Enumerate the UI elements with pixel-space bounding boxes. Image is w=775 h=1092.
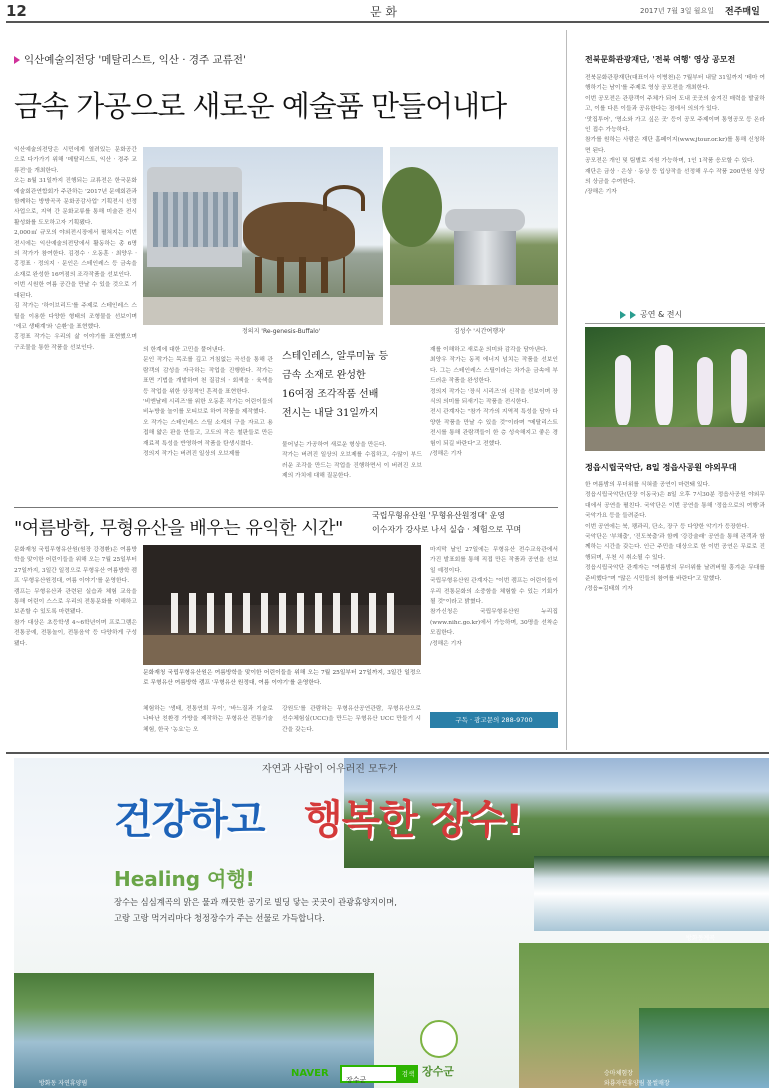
ad-sled-photo — [639, 1008, 769, 1088]
stage-boards — [143, 635, 421, 665]
ad-logo-icon — [420, 1020, 458, 1058]
ad-top-rule — [6, 752, 769, 754]
ground-2 — [390, 285, 558, 325]
buffalo-horn — [323, 185, 365, 211]
section-rule — [585, 323, 765, 324]
triangle-icon-b — [630, 311, 636, 319]
performer-group — [171, 593, 401, 633]
subscription-box: 구독 · 광고문의 288-9700 — [430, 712, 558, 728]
ad-healing: Healing 여행! — [114, 867, 255, 891]
main-col4: 재를 이해하고 새로운 의미와 감각을 담아낸다. 최양우 작가는 동적 에너지 넘치는 작품을 선보인다. 그는 스테인레스 스틸이라는 차가운 금속에 부드러운 작품을 완성한다. 정의지 작가는 '장식 시리즈'의 신작을 선보이며 장식의 의미를 되새기는 작품을 전시한다. 전시 관계자는 "참가 작가의 지역적 특성을 담아 다양한 작품을 만날 수 있을 것"이라며 "메탈리스트 전시를 통해 관람객들이 한 층 성숙해지고 좋은 경험이 되길 바란다"고 전했다. /정해은 기자 — [430, 347, 558, 458]
caption-1: 정의지 'Re-genesis-Buffalo' — [242, 328, 321, 335]
building-facade — [153, 192, 238, 247]
photo-camp-caption: 문화재청 국립무형유산원은 여름방학을 맞이한 어린이들을 위해 오는 7월 25일부터 27일까지, 3일간 일정으로 무형유산 여름방학 캠프 '무형유산 원정대, 여름 이야기'를 운영한다. — [143, 670, 421, 687]
ad-headline-a: 건강하고 — [114, 797, 265, 843]
second-col4: 마지막 날인 27일에는 무형유산 전수교육관에서 가진 발표회를 통해 직접 만든 작품과 공연을 선보일 예정이다. 국립무형유산원 관계자는 "이번 캠프는 어린이들이 우리 전통문화의 소중함을 체험할 수 있는 기회가 될 것"이라고 밝혔다. 참가신청은 국립무형유산원 누리집(www.nihc.go.kr)에서 가능하며, 30명을 선착순 모집한다. /정해은 기자 — [430, 547, 558, 647]
ad-photo-label-2: 승마체험장 — [604, 1070, 633, 1077]
ad-search-term: 장수군 — [346, 1076, 367, 1084]
ad-desc-2: 고랑 고랑 먹거리마다 청정장수가 주는 선물로 가득합니다. — [114, 913, 325, 923]
ground — [143, 297, 383, 325]
stage-floor — [585, 427, 765, 451]
main-col1: 익산예술의전당은 시민에게 열려있는 문화공간으로 다가가기 위해 '메탈리스트, 익산 · 경주 교류전'을 개최한다. 오는 8월 31일까지 진행되는 교류전은 한국문화예술회관연합회가 주관하는 '2017년 문예회관과 함께하는 방방곡곡 문화공감사업' 기획전시 선정사업으로, 지역 간 문화교류를 통해 미술관 전시 활성화를 도모하고자 기획됐다. 2,000㎡ 규모의 야외전시장에서 펼쳐지는 이번 전시에는 익산예술의전당에서 활동하는 총 6명의 작가가 참여한다. 김경수 · 오동훈 · 최양우 · 홍정표 · 정의지 · 문인은 스테인레스 등 금속을 소재로 완성한 16여점의 조각작품을 선보인다. 이번 시원한 여름 공간을 만날 수 있을 것으로 기대된다. 김 작가는 '하이브리드'를 주제로 스테인레스 스틸을 이용한 다양한 형태의 조형물을 선보이며 '에코 생태계'와 '순환'을 표현했다. 홍정표 작가는 우리의 삶 이야기를 표현했으며 구조물을 통한 작품을 선보인다. — [14, 147, 137, 351]
second-col1: 문화재청 국립무형유산원(원장 강경환)은 여름방학을 맞이한 어린이들을 위해 오는 7월 25일부터 27일까지, 3일간 일정으로 무형유산 여름방학 캠프 '무형유산원정대, 여름 이야기'를 운영한다. 캠프는 무형유산과 관련된 실습과 체험 교육을 통해 어린이 스스로 우리의 전통문화를 이해하고 보존할 수 있도록 마련됐다. 참가 대상은 초등학생 4~6학년이며 프로그램은 전통공예, 전통놀이, 전통음악 등 다양하게 구성됐다. — [14, 547, 137, 647]
tree-shape — [382, 167, 442, 247]
section-label-performance — [620, 309, 682, 320]
photo-time-traveler — [390, 147, 558, 325]
second-sub1: 국립무형유산원 '무형유산원정대' 운영 — [372, 511, 506, 520]
buffalo-legs — [255, 257, 345, 293]
photo-camp — [143, 545, 421, 665]
ad-headline-b: 행복한 장수! — [304, 797, 523, 843]
section-label-text: 공연 & 전시 — [640, 310, 683, 319]
ad-search-button[interactable]: 검색 — [398, 1065, 418, 1083]
subhead-line-3: 16여점 조각작품 선배 — [282, 389, 379, 400]
photo-buffalo — [143, 147, 383, 325]
article-separator — [14, 507, 558, 508]
second-col2: 체험하는 '생태, 전통연희 무이', '바느질과 기술로 나타난 친환경 가방을 제작하는 무형유산 전통기술체험, 한국 '농요'는 오 — [143, 706, 275, 733]
dancer-1 — [615, 355, 631, 425]
second-headline: "여름방학, 무형유산을 배우는 유익한 시간" — [14, 518, 343, 539]
section-name: 문 화 — [370, 5, 397, 19]
main-headline: 금속 가공으로 새로운 예술품 만들어내다 — [14, 89, 507, 123]
right-body: 전북문화관광재단(대표이사 이병천)은 7월부터 내달 31일까지 '테마 여행하기는 남이'를 주제로 영상 공모전을 개최한다. 이번 공모전은 관광객이 주체가 되어 도내 곳곳의 숨겨진 매력을 발굴하고, 이를 다른 이들과 공유한다는 점에서 의의가 있다. '맛집투어', '명소와 가고 싶은 곳' 등이 공모 주제이며 통영공모 등 온라인 접수 가능하다. 참가를 원하는 사람은 재단 홈페이지(www.jtour.or.kr)를 통해 신청하면 된다. 공모전은 개인 및 팀별로 지원 가능하며, 1인 1작품 응모할 수 있다. 재단은 금상 · 은상 · 동상 등 입상작을 선정해 우수 작품 200만원 상당의 상금을 수여한다. /장해은 기자 — [585, 75, 765, 196]
ad-logo-text: 장수군 — [422, 1065, 454, 1078]
buffalo-sculpture — [243, 202, 355, 262]
dancer-2 — [655, 345, 673, 425]
second-sub2: 이수자가 강사로 나서 실습 · 체험으로 꾸며 — [372, 525, 522, 534]
performance-body: 한 여름밤의 무더위를 식혀줄 공연이 마련돼 있다. 정읍시립국악단(단장 이동국)은 8일 오후 7시30분 정읍사공원 야외무대에서 공연을 펼친다. 국악단은 이번 공연을 통해 '정읍으로의 여행'과 국악가요 등을 들려준다. 이번 공연에는 북, 꽹과리, 단소, 장구 등 다양한 악기가 등장한다. 국악단은 '부채춤', '진도북춤'과 함께 '강강술래' 공연을 통해 관객과 함께하는 시간을 갖는다. 인근 주민을 대상으로 한 이번 공연은 무료로 진행되며, 우천 시 취소될 수 있다. 정읍시립국악단 관계자는 "여름밤의 무더위를 날려버릴 흥겨운 무대를 준비했다"며 "많은 시민들의 참여를 바란다"고 말했다. /정읍=김태희 기자 — [585, 482, 765, 593]
photo-dance — [585, 327, 765, 451]
triangle-icon-a — [620, 311, 626, 319]
triangle-icon — [14, 56, 20, 64]
dancer-4 — [731, 349, 747, 423]
dancer-3 — [697, 357, 713, 425]
ad-photo-label-4: 방화동 자연휴양림 — [39, 1080, 88, 1087]
sculpture-body — [454, 231, 516, 285]
ad-desc-1: 장수는 심심계곡의 맑은 물과 깨끗한 공기로 빌딩 닿는 곳곳이 관광휴양지이며, — [114, 897, 397, 907]
issue-date: 2017년 7월 3일 월요일 — [640, 7, 714, 15]
main-kicker-text: 익산예술의전당 '메탈리스트, 익산 · 경주 교류전' — [24, 54, 246, 66]
page-number: 12 — [6, 2, 27, 20]
ad-search-box[interactable] — [340, 1065, 398, 1083]
right-kicker: 전북문화관광재단, '전북 여행' 영상 공모전 — [585, 54, 736, 64]
column-divider — [566, 30, 567, 750]
subhead-line-4: 전시는 내달 31일까지 — [282, 408, 379, 419]
subhead-line-2: 금속 소재로 완성한 — [282, 370, 366, 381]
ad-photo-label-3: 와룡자연휴양림 물썰매장 — [604, 1080, 670, 1087]
header-rule — [6, 21, 769, 23]
ad-waterfall-photo — [534, 856, 769, 931]
main-subhead — [282, 347, 427, 423]
ad-photo-label-1: 방화동계곡 — [686, 935, 715, 942]
main-col3: 물어넣는 가공하여 새로운 형상을 만든다. 작가는 버려진 일상의 오브제를 수집하고, 수많이 부드러운 조각을 만드는 작업을 진행하면서 이 버려진 오브제의 가치에 대해 질문한다. — [282, 442, 422, 480]
subhead-line-1: 스테인레스, 알루미늄 등 — [282, 351, 389, 362]
performance-title: 정읍시립국악단, 8일 정읍사공원 야외무대 — [585, 462, 737, 472]
ad-top-line: 자연과 사람이 어우러진 모두가 — [262, 764, 398, 775]
caption-2: 김성수 '시간여행자' — [454, 328, 506, 335]
ad-naver-logo: NAVER — [291, 1068, 329, 1079]
second-col3: 강원도'를 관람하는 무형유산공연관람, 무형유산으로 선수체험실(UCC)을 만드는 무형유산 UCC 만들기 시간을 갖는다. — [282, 706, 423, 733]
paper-name: 전주매일 — [725, 7, 760, 17]
main-col2: 의 한계에 대한 고민을 풀어낸다. 문인 작가는 목조를 깊고 거침없는 곡선을 통해 관람객의 감성을 자극하는 작업을 진행한다. 작가는 표면 기법을 개발하며 천 질감의 · 회색을 · 육색을 등 작업을 위한 상징적인 흔적을 표현한다. '비엔날레 시리즈'를 위한 오동훈 작가는 어린이들의 비누방울 놀이를 모티브로 하여 작품을 제작했다. 오 작가는 스테인레스 스틸 소재의 구을 자르고 용접해 얇은 판을 만들고, 고도의 작은 철판들로 만든 재료적 특성을 반영하여 작품을 탄생시켰다. 정의지 작가는 버려진 일상의 오브제를 — [143, 347, 273, 458]
main-kicker — [14, 52, 246, 67]
sculpture-top — [445, 209, 525, 231]
ad-banner[interactable] — [14, 758, 769, 1088]
